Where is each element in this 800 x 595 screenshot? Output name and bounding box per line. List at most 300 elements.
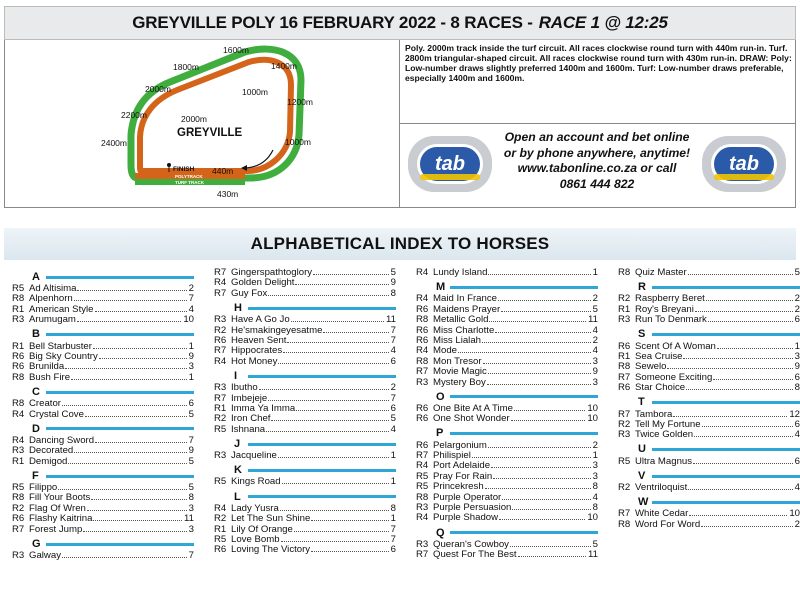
horse-name: Miss Lialah <box>433 334 481 346</box>
race-number: R7 <box>214 392 227 404</box>
letter-divider <box>46 333 194 336</box>
dot-leader <box>667 368 792 369</box>
horse-name: Golden Delight <box>231 277 295 289</box>
index-column-2 <box>214 268 396 556</box>
dot-leader <box>283 352 388 353</box>
letter-header <box>618 443 800 457</box>
horse-cloth-number: 4 <box>592 345 598 357</box>
horse-name: Iron Chef <box>231 413 271 425</box>
horse-entry <box>214 315 396 325</box>
race-number: R2 <box>214 513 227 525</box>
horse-cloth-number: 8 <box>390 502 396 514</box>
horse-cloth-number: 10 <box>183 314 194 326</box>
race-number: R4 <box>12 408 25 420</box>
dot-leader <box>706 300 793 301</box>
horse-cloth-number: 7 <box>390 534 396 546</box>
dot-leader <box>62 405 187 406</box>
horse-cloth-number: 10 <box>587 413 598 425</box>
tab-logo-right <box>702 136 786 192</box>
horse-cloth-number: 11 <box>184 513 194 525</box>
horse-cloth-number: 9 <box>390 277 396 289</box>
horse-name: White Cedar <box>635 508 689 520</box>
race-number: R5 <box>12 482 25 494</box>
horse-cloth-number: 5 <box>592 538 598 550</box>
horse-name: Imma Ya Imma <box>231 402 296 414</box>
dot-leader <box>268 400 388 401</box>
horse-cloth-number: 2 <box>188 283 194 294</box>
letter-label: Q <box>436 526 445 539</box>
horse-cloth-number: 7 <box>390 334 396 346</box>
race-number: R6 <box>12 513 25 525</box>
dot-leader <box>83 531 186 532</box>
race-number: R6 <box>214 334 227 346</box>
horse-cloth-number: 10 <box>789 508 800 520</box>
horse-name: Purple Shadow <box>433 512 499 524</box>
horse-cloth-number: 5 <box>592 303 598 315</box>
horse-name: Lady Yusra <box>231 502 279 514</box>
letter-divider <box>450 395 598 398</box>
letter-label: C <box>32 385 40 398</box>
race-number: R2 <box>618 293 631 305</box>
turftrack-label: TURF TRACK <box>175 180 204 185</box>
race-number: R4 <box>416 293 429 305</box>
ad-text <box>492 130 702 192</box>
race-number: R1 <box>12 455 25 467</box>
race-number: R6 <box>12 350 25 362</box>
horse-cloth-number: 9 <box>794 361 800 373</box>
letter-header <box>416 280 598 294</box>
track-description: Poly. 2000m track inside the turf circuit. All races clockwise round turn with 440m run-in. Turf. 2800m triangular-shaped circuit. All races clockwise round turn with 430m run-in. DRAW: Poly: Low-number draws slightly preferred 1400m and 1600m. Turf: Low-number draws preferable, especially 1400m and 1600m. <box>405 43 792 83</box>
dot-leader <box>313 274 389 275</box>
dot-leader <box>511 420 586 421</box>
race-number: R6 <box>416 402 429 414</box>
horse-name: Decorated <box>29 445 74 457</box>
dot-leader <box>673 416 787 417</box>
horse-name: Filippo <box>29 482 58 494</box>
index-column-4 <box>618 268 800 530</box>
dot-leader <box>458 352 591 353</box>
horse-entry <box>618 457 800 467</box>
dot-leader <box>95 442 187 443</box>
dot-leader <box>62 557 187 558</box>
horse-name: Brunilda <box>29 361 65 373</box>
horse-name: Princekresh <box>433 481 484 493</box>
horse-name: Hot Money <box>231 355 278 367</box>
race-number: R6 <box>416 303 429 315</box>
index-column-1 <box>12 268 194 561</box>
horse-name: Heaven Sent <box>231 334 287 346</box>
race-number: R4 <box>416 512 429 524</box>
race-number: R3 <box>214 450 227 462</box>
letter-label: F <box>32 469 39 482</box>
horse-cloth-number: 7 <box>390 324 396 336</box>
dist-2000-inner-label: 2000m <box>181 114 207 124</box>
letter-label: I <box>234 369 238 382</box>
dot-leader <box>488 447 591 448</box>
horse-entry <box>416 268 598 278</box>
race-number: R3 <box>12 445 25 457</box>
horse-cloth-number: 3 <box>794 350 800 362</box>
race-number: R6 <box>618 340 631 352</box>
race-number: R6 <box>618 382 631 394</box>
horse-cloth-number: 3 <box>592 460 598 472</box>
horse-name: Ultra Magnus <box>635 455 693 467</box>
race-number: R3 <box>12 314 25 326</box>
race-number: R3 <box>618 314 631 326</box>
horse-name: Mon Tresor <box>433 355 482 367</box>
horse-cloth-number: 4 <box>794 429 800 441</box>
horse-name: Miss Charlotte <box>433 324 495 336</box>
dot-leader <box>278 457 389 458</box>
letter-divider <box>248 495 396 498</box>
dot-leader <box>688 489 792 490</box>
race-number: R1 <box>618 350 631 362</box>
dot-leader <box>294 531 389 532</box>
race-number: R1 <box>618 303 631 315</box>
dot-leader <box>268 295 388 296</box>
horse-entry <box>416 513 598 523</box>
horse-cloth-number: 8 <box>794 382 800 394</box>
horse-name: Tell My Fortune <box>635 418 701 430</box>
letter-label: S <box>638 328 646 341</box>
race-number: R8 <box>416 355 429 367</box>
race-number: R1 <box>214 523 227 535</box>
dot-leader <box>291 321 384 322</box>
race-number: R3 <box>214 314 227 326</box>
horse-cloth-number: 3 <box>592 355 598 367</box>
letter-header <box>618 495 800 509</box>
race-number: R4 <box>416 267 429 278</box>
horse-name: Someone Exciting <box>635 371 713 383</box>
dot-leader <box>693 463 793 464</box>
race-number: R8 <box>416 314 429 326</box>
horse-name: Lily Of Orange <box>231 523 293 535</box>
horse-cloth-number: 3 <box>592 470 598 482</box>
horse-entry <box>214 289 396 299</box>
horse-name: Crystal Cove <box>29 408 84 420</box>
horse-entry <box>416 378 598 388</box>
tab-advert <box>400 123 796 207</box>
polytrack-label: POLYTRACK <box>175 174 203 179</box>
horse-cloth-number: 8 <box>592 502 598 514</box>
letter-label: J <box>234 437 241 450</box>
horse-entry <box>12 525 194 535</box>
horse-name: Imbejeje <box>231 392 268 404</box>
dot-leader <box>499 519 585 520</box>
race-number: R8 <box>618 267 631 278</box>
horse-name: Bell Starbuster <box>29 340 92 352</box>
horse-cloth-number: 1 <box>794 340 800 352</box>
horse-name: Quiz Master <box>635 267 687 278</box>
horse-cloth-number: 4 <box>390 345 396 357</box>
horse-cloth-number: 3 <box>188 502 194 514</box>
horse-cloth-number: 9 <box>188 445 194 457</box>
dot-leader <box>74 452 186 453</box>
letter-label: A <box>32 270 40 283</box>
horse-cloth-number: 1 <box>390 513 396 525</box>
horse-name: Sea Cruise <box>635 350 683 362</box>
letter-label: D <box>32 422 40 435</box>
race-number: R4 <box>214 277 227 289</box>
dot-leader <box>74 300 187 301</box>
horse-cloth-number: 6 <box>188 398 194 410</box>
horse-cloth-number: 2 <box>794 518 800 530</box>
horse-name: Bush Fire <box>29 371 71 383</box>
horse-cloth-number: 5 <box>188 408 194 420</box>
dot-leader <box>518 556 586 557</box>
letter-divider <box>46 427 194 430</box>
horse-entry <box>12 457 194 467</box>
race-number: R8 <box>12 371 25 383</box>
dot-leader <box>695 311 793 312</box>
horse-cloth-number: 5 <box>794 267 800 278</box>
race-title-bar <box>4 6 796 40</box>
horse-cloth-number: 4 <box>188 303 194 315</box>
dot-leader <box>482 342 591 343</box>
dot-leader <box>488 274 590 275</box>
race-number: R8 <box>416 491 429 503</box>
horse-cloth-number: 6 <box>794 455 800 467</box>
race-number: R5 <box>12 283 25 294</box>
horse-cloth-number: 12 <box>789 408 800 420</box>
letter-divider <box>248 443 396 446</box>
dot-leader <box>77 321 181 322</box>
dot-leader <box>296 410 389 411</box>
tab-logo-left <box>408 136 492 192</box>
horse-cloth-number: 1 <box>188 340 194 352</box>
tab-logo-icon: tab <box>711 144 777 184</box>
horse-cloth-number: 5 <box>390 267 396 278</box>
dot-leader <box>93 348 187 349</box>
horse-name: Kings Road <box>231 476 281 488</box>
horse-cloth-number: 2 <box>592 293 598 305</box>
horse-cloth-number: 5 <box>188 482 194 494</box>
horse-entry <box>618 315 800 325</box>
horse-name: Purple Operator <box>433 491 502 503</box>
horse-cloth-number: 6 <box>794 314 800 326</box>
horse-cloth-number: 4 <box>390 423 396 435</box>
dot-leader <box>65 368 186 369</box>
horse-entry <box>12 399 194 409</box>
race-number: R5 <box>214 476 227 488</box>
race-number: R7 <box>618 371 631 383</box>
dot-leader <box>278 363 388 364</box>
letter-label: M <box>436 281 446 294</box>
horse-name: Ibutho <box>231 382 258 394</box>
dist-430-label: 430m <box>217 189 239 199</box>
race-number: R4 <box>214 355 227 367</box>
race-number: R1 <box>12 340 25 352</box>
horse-name: Gingerspathtoglory <box>231 267 313 278</box>
dot-leader <box>485 488 591 489</box>
horse-entry <box>618 483 800 493</box>
horse-name: Creator <box>29 398 61 410</box>
horse-cloth-number: 7 <box>390 392 396 404</box>
race-number: R5 <box>416 481 429 493</box>
horse-entry <box>12 315 194 325</box>
race-number: R7 <box>416 366 429 378</box>
letter-divider <box>652 448 800 451</box>
dot-leader <box>93 520 182 521</box>
race-number: R3 <box>214 382 227 394</box>
dot-leader <box>694 436 793 437</box>
letter-header <box>618 328 800 342</box>
dot-leader <box>717 348 793 349</box>
horse-name: Ventriloquist <box>635 482 688 494</box>
horse-name: Maidens Prayer <box>433 303 501 315</box>
dot-leader <box>68 463 186 464</box>
horse-name: Tambora <box>635 408 673 420</box>
dot-leader <box>323 332 388 333</box>
horse-name: Sewelo <box>635 361 667 373</box>
letter-header <box>12 270 194 284</box>
horse-name: Guy Fox <box>231 287 268 299</box>
horse-cloth-number: 11 <box>588 314 598 326</box>
letter-header <box>618 469 800 483</box>
letter-header <box>12 469 194 483</box>
horse-cloth-number: 1 <box>592 450 598 462</box>
horse-entry <box>416 414 598 424</box>
letter-header <box>12 422 194 436</box>
dot-leader <box>266 431 389 432</box>
horse-name: Purple Persuasion <box>433 502 512 514</box>
horse-entry <box>12 410 194 420</box>
horse-cloth-number: 7 <box>188 434 194 446</box>
horse-name: Maid In France <box>433 293 497 305</box>
horse-name: Philispiel <box>433 450 471 462</box>
letter-divider <box>652 475 800 478</box>
letter-header <box>12 328 194 342</box>
horse-name: Love Bomb <box>231 534 280 546</box>
horse-cloth-number: 4 <box>592 491 598 503</box>
horse-entry <box>214 357 396 367</box>
letter-label: W <box>638 496 649 509</box>
race-number: R7 <box>416 549 429 561</box>
dist-1400-label: 1400m <box>271 61 297 71</box>
letter-label: P <box>436 427 444 440</box>
horse-entry <box>416 315 598 325</box>
track-info-box <box>4 40 796 208</box>
dot-leader <box>512 509 590 510</box>
horse-cloth-number: 5 <box>188 455 194 467</box>
horse-cloth-number: 8 <box>390 287 396 299</box>
horse-name: Queran's Cowboy <box>433 538 509 550</box>
race-number: R6 <box>214 544 227 556</box>
horse-cloth-number: 9 <box>592 366 598 378</box>
dot-leader <box>510 546 591 547</box>
letter-divider <box>248 469 396 472</box>
horse-cloth-number: 2 <box>794 303 800 315</box>
letter-header <box>214 463 396 477</box>
horse-name: Demigod <box>29 455 68 467</box>
horse-cloth-number: 2 <box>794 293 800 305</box>
dot-leader <box>701 526 792 527</box>
letter-header <box>618 280 800 294</box>
race-number: R2 <box>12 502 25 514</box>
race-number: R8 <box>12 293 25 305</box>
dot-leader <box>71 379 187 380</box>
horse-name: Flag Of Wren <box>29 502 86 514</box>
letter-header <box>214 437 396 451</box>
tab-logo-icon: tab <box>417 144 483 184</box>
venue-label: GREYVILLE <box>177 127 243 139</box>
race-number: R2 <box>214 413 227 425</box>
letter-divider <box>450 531 598 534</box>
horse-cloth-number: 3 <box>188 523 194 535</box>
letter-divider <box>248 375 396 378</box>
dot-leader <box>77 290 186 291</box>
dot-leader <box>487 384 591 385</box>
letter-label: G <box>32 537 41 550</box>
letter-header <box>416 390 598 404</box>
race-number: R3 <box>618 429 631 441</box>
dot-leader <box>259 389 389 390</box>
horse-name: Movie Magic <box>433 366 487 378</box>
horse-name: Twice Golden <box>635 429 694 441</box>
letter-header <box>214 301 396 315</box>
horse-entry <box>214 545 396 555</box>
ad-line-1: Open an account and bet online <box>504 130 690 144</box>
race-number: R5 <box>416 470 429 482</box>
dot-leader <box>87 510 187 511</box>
horse-name: Fill Your Boots <box>29 492 91 504</box>
letter-divider <box>450 432 598 435</box>
horse-cloth-number: 7 <box>188 550 194 562</box>
horse-name: Loving The Victory <box>231 544 311 556</box>
horse-cloth-number: 6 <box>390 544 396 556</box>
horse-cloth-number: 2 <box>390 382 396 394</box>
dot-leader <box>489 321 586 322</box>
dist-2200-label: 2200m <box>121 110 147 120</box>
letter-divider <box>450 286 598 289</box>
horse-name: Alpenhorn <box>29 293 73 305</box>
race-number: R8 <box>618 361 631 373</box>
poly-track <box>140 60 291 171</box>
dist-1000-outer-label: 1000m <box>285 137 311 147</box>
race-number: R7 <box>214 267 227 278</box>
horse-name: Galway <box>29 550 61 562</box>
letter-divider <box>46 276 194 279</box>
dot-leader <box>91 499 186 500</box>
finish-label: FINISH <box>173 166 195 173</box>
letter-divider <box>46 543 194 546</box>
horse-name: Mode <box>433 345 457 357</box>
horse-cloth-number: 6 <box>390 355 396 367</box>
dot-leader <box>85 416 187 417</box>
horse-name: Pelargonium <box>433 439 487 451</box>
horse-cloth-number: 6 <box>390 402 396 414</box>
track-map <box>5 40 400 207</box>
dot-leader <box>493 478 590 479</box>
race-number: R6 <box>416 413 429 425</box>
letter-label: V <box>638 469 646 482</box>
dot-leader <box>95 311 187 312</box>
horse-name: Metallic Gold <box>433 314 489 326</box>
horse-name: Run To Denmark <box>635 314 707 326</box>
race-number: R1 <box>214 402 227 414</box>
race-number: R6 <box>12 361 25 373</box>
dot-leader <box>495 332 590 333</box>
race-number: R4 <box>416 345 429 357</box>
horse-name: Port Adelaide <box>433 460 491 472</box>
index-column-3 <box>416 268 598 561</box>
race-number: R7 <box>416 450 429 462</box>
horse-name: Lundy Island <box>433 267 488 278</box>
race-number: R4 <box>214 502 227 514</box>
track-map-svg <box>5 40 400 207</box>
horse-name: Raspberry Beret <box>635 293 705 305</box>
dot-leader <box>282 483 389 484</box>
